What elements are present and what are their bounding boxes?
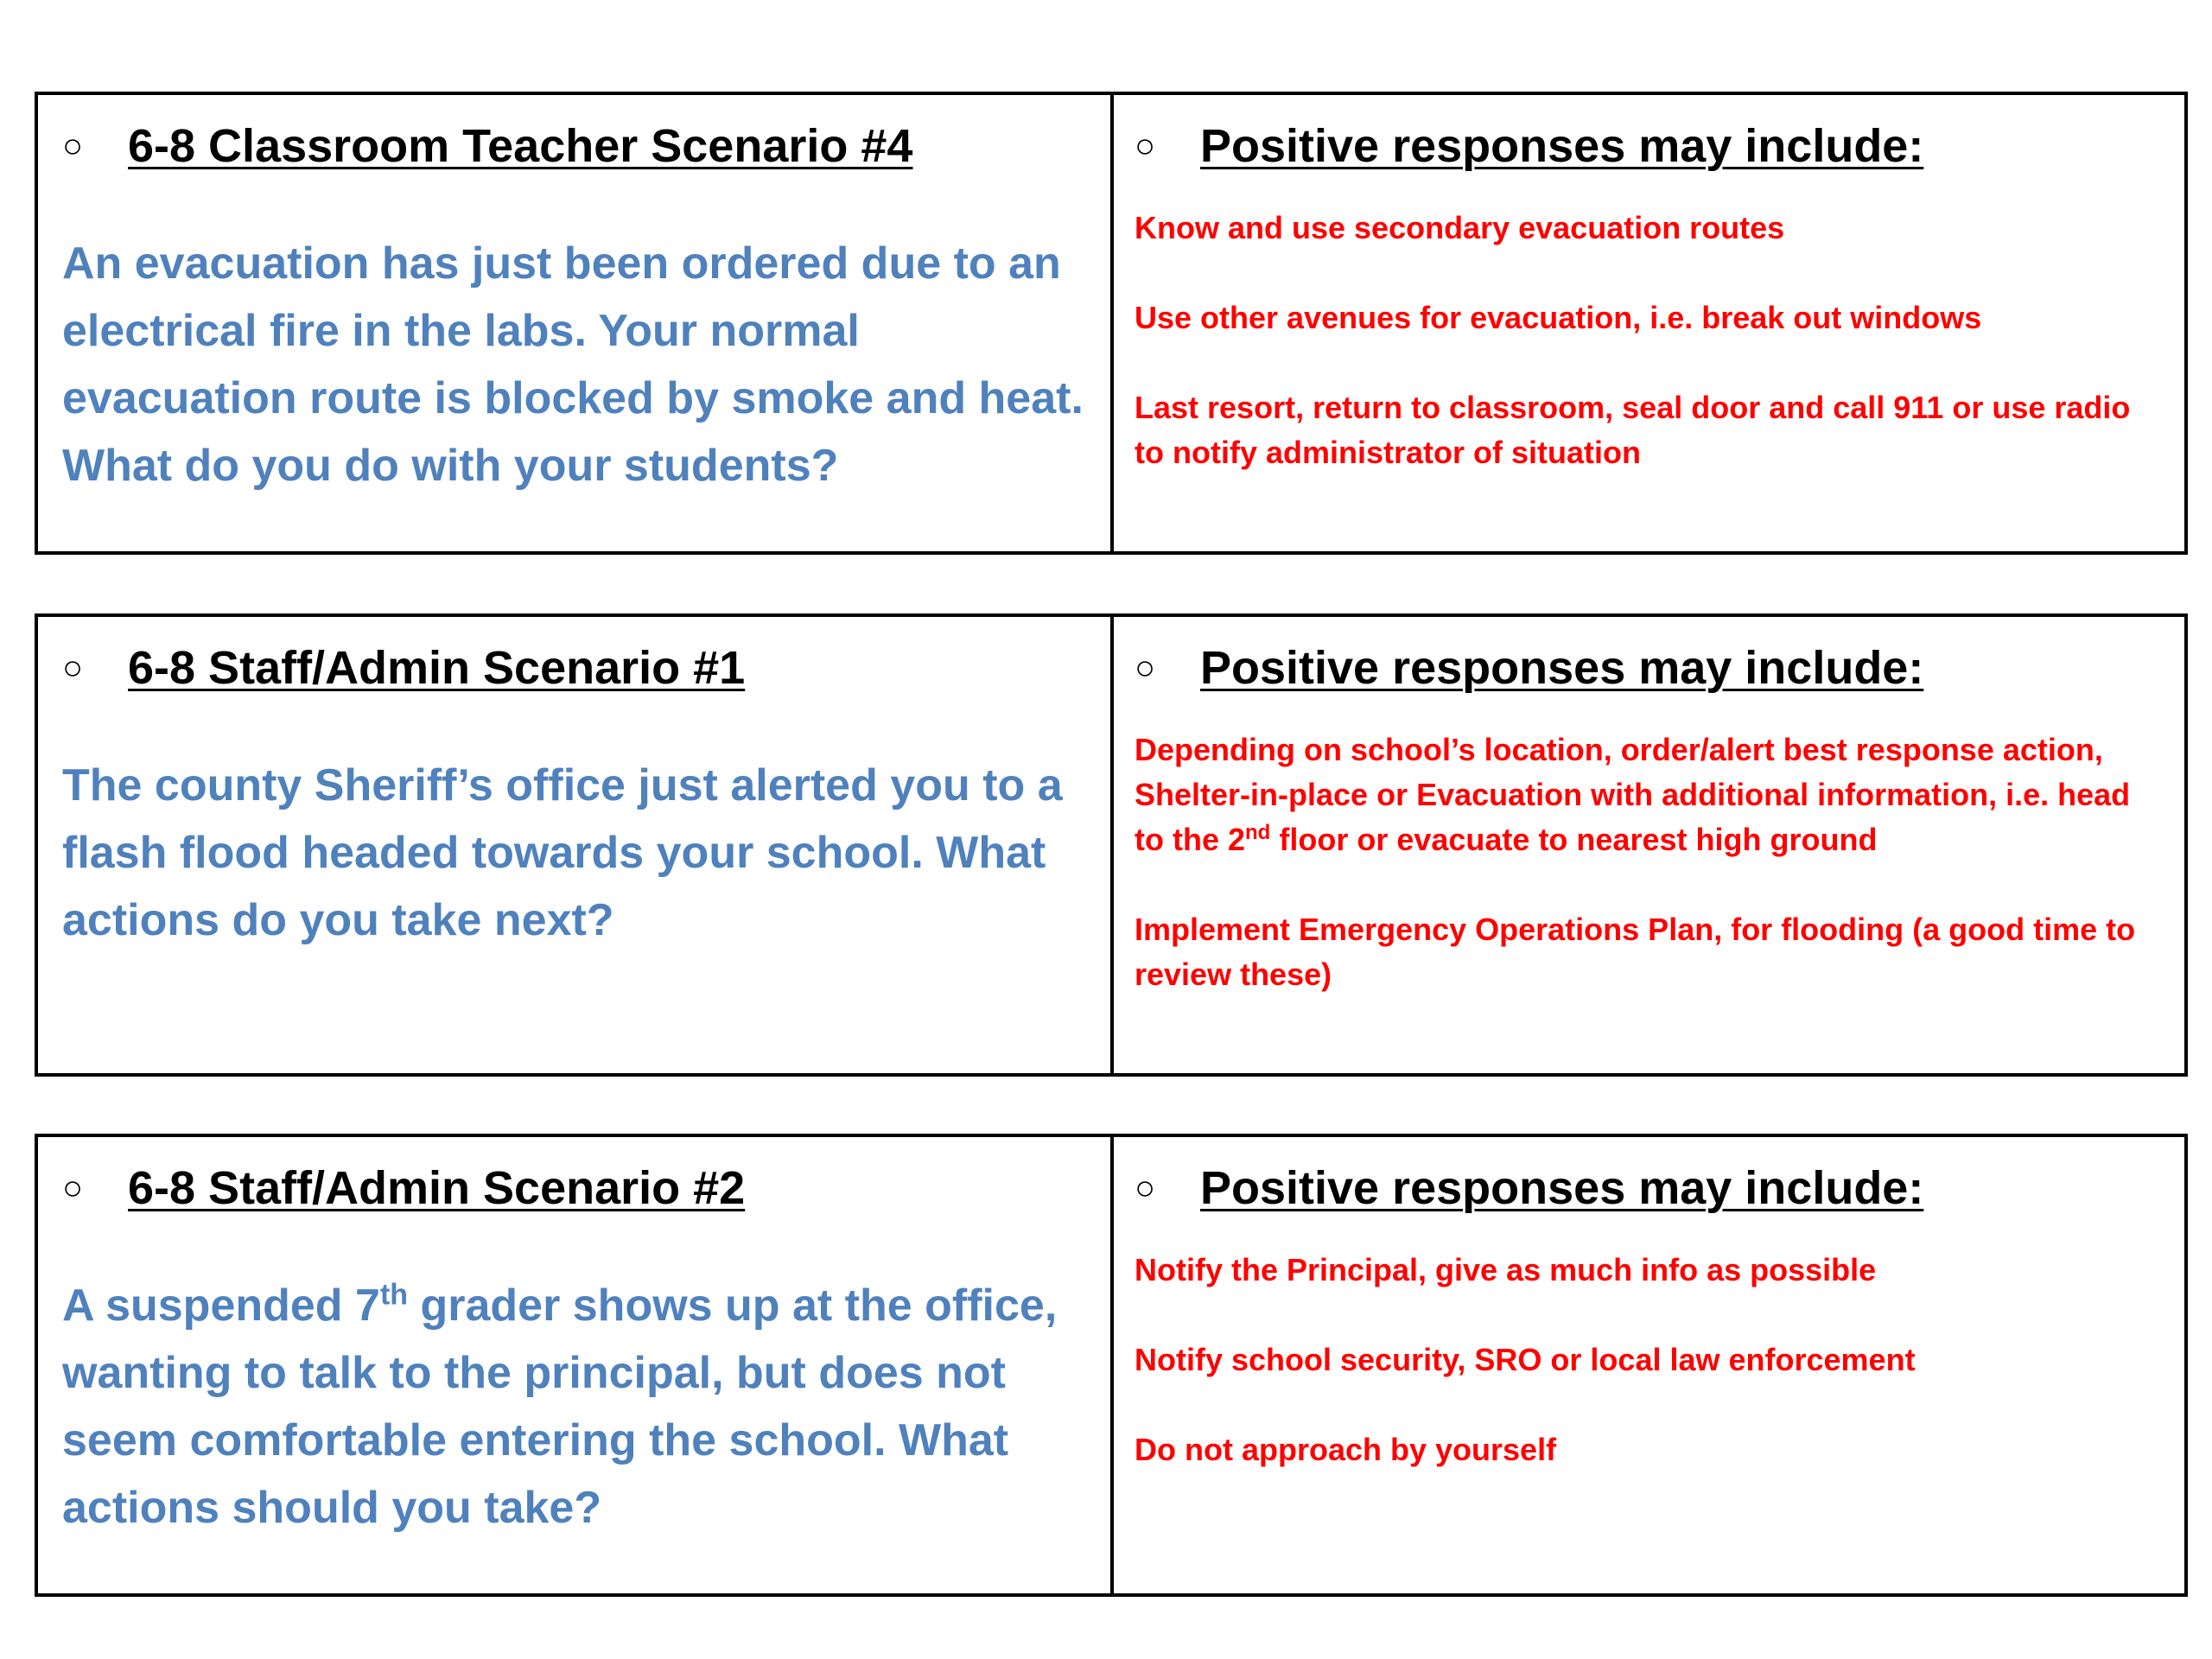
responses-header <box>1135 107 2164 185</box>
scenario-title: 6-8 Classroom Teacher Scenario #4 <box>128 120 913 172</box>
responses-title: Positive responses may include: <box>1200 642 1924 694</box>
scenario-text: An evacuation has just been ordered due to an electrical fire in the labs. Your normal evacuation route is blocked by smoke and heat. What do you do with your students? <box>62 238 1084 491</box>
response-item: Implement Emergency Operations Plan, for flooding (a good time to review these) <box>1135 912 2136 992</box>
circle-bullet-icon: ○ <box>1135 127 1156 165</box>
responses-list <box>1135 728 2164 997</box>
scenario-cell <box>38 95 1114 551</box>
scenario-cell <box>38 1137 1114 1593</box>
scenario-cell <box>38 617 1114 1073</box>
responses-title: Positive responses may include: <box>1200 1162 1924 1214</box>
scenario-header <box>62 629 1084 707</box>
response-item: Notify school security, SRO or local law enforcement <box>1135 1342 1916 1377</box>
circle-bullet-icon: ○ <box>1135 1169 1156 1207</box>
scenario-title: 6-8 Staff/Admin Scenario #1 <box>128 642 746 694</box>
circle-bullet-icon: ○ <box>62 1169 84 1207</box>
scenario-text-after: grader shows up at the office, wanting to talk to the principal, but does not seem comfortable entering the school. What actions should you take? <box>62 1281 1058 1533</box>
scenario-text <box>62 1272 1084 1541</box>
circle-bullet-icon: ○ <box>62 649 84 687</box>
responses-header <box>1135 629 2164 707</box>
scenario-header <box>62 1149 1084 1227</box>
responses-cell <box>1114 617 2184 1073</box>
responses-title: Positive responses may include: <box>1200 120 1924 172</box>
ordinal-suffix: nd <box>1245 821 1271 844</box>
scenario-card-2 <box>35 613 2188 1077</box>
scenario-text: The county Sheriff’s office just alerted you to a flash flood headed towards your school. What actions do you take next? <box>62 760 1063 945</box>
scenario-header <box>62 107 1084 185</box>
scenario-title: 6-8 Staff/Admin Scenario #2 <box>128 1162 746 1214</box>
scenario-card-1 <box>35 92 2188 555</box>
responses-list <box>1135 206 2164 475</box>
scenario-card-3 <box>35 1134 2188 1597</box>
ordinal-suffix: th <box>379 1278 409 1312</box>
response-item: Know and use secondary evacuation routes <box>1135 210 1785 245</box>
responses-cell <box>1114 1137 2184 1593</box>
response-item: Notify the Principal, give as much info as possible <box>1135 1252 1877 1287</box>
response-item: Do not approach by yourself <box>1135 1432 1557 1467</box>
circle-bullet-icon: ○ <box>1135 649 1156 687</box>
responses-header <box>1135 1149 2164 1227</box>
response-item: Use other avenues for evacuation, i.e. break out windows <box>1135 300 1982 335</box>
circle-bullet-icon: ○ <box>62 127 84 165</box>
response-item: Last resort, return to classroom, seal door and call 911 or use radio to notify administrator of situation <box>1135 390 2131 470</box>
responses-cell <box>1114 95 2184 551</box>
response-text-after: floor or evacuate to nearest high ground <box>1270 822 1878 857</box>
response-item <box>1135 728 2164 862</box>
scenario-text-before: A suspended 7 <box>62 1281 380 1331</box>
response-text-before: Depending on school’s location, order/alert best response action, Shelter-in-place or Evacuation with additional information, i.e. head to the 2 <box>1135 732 2131 857</box>
responses-list <box>1135 1248 2164 1472</box>
